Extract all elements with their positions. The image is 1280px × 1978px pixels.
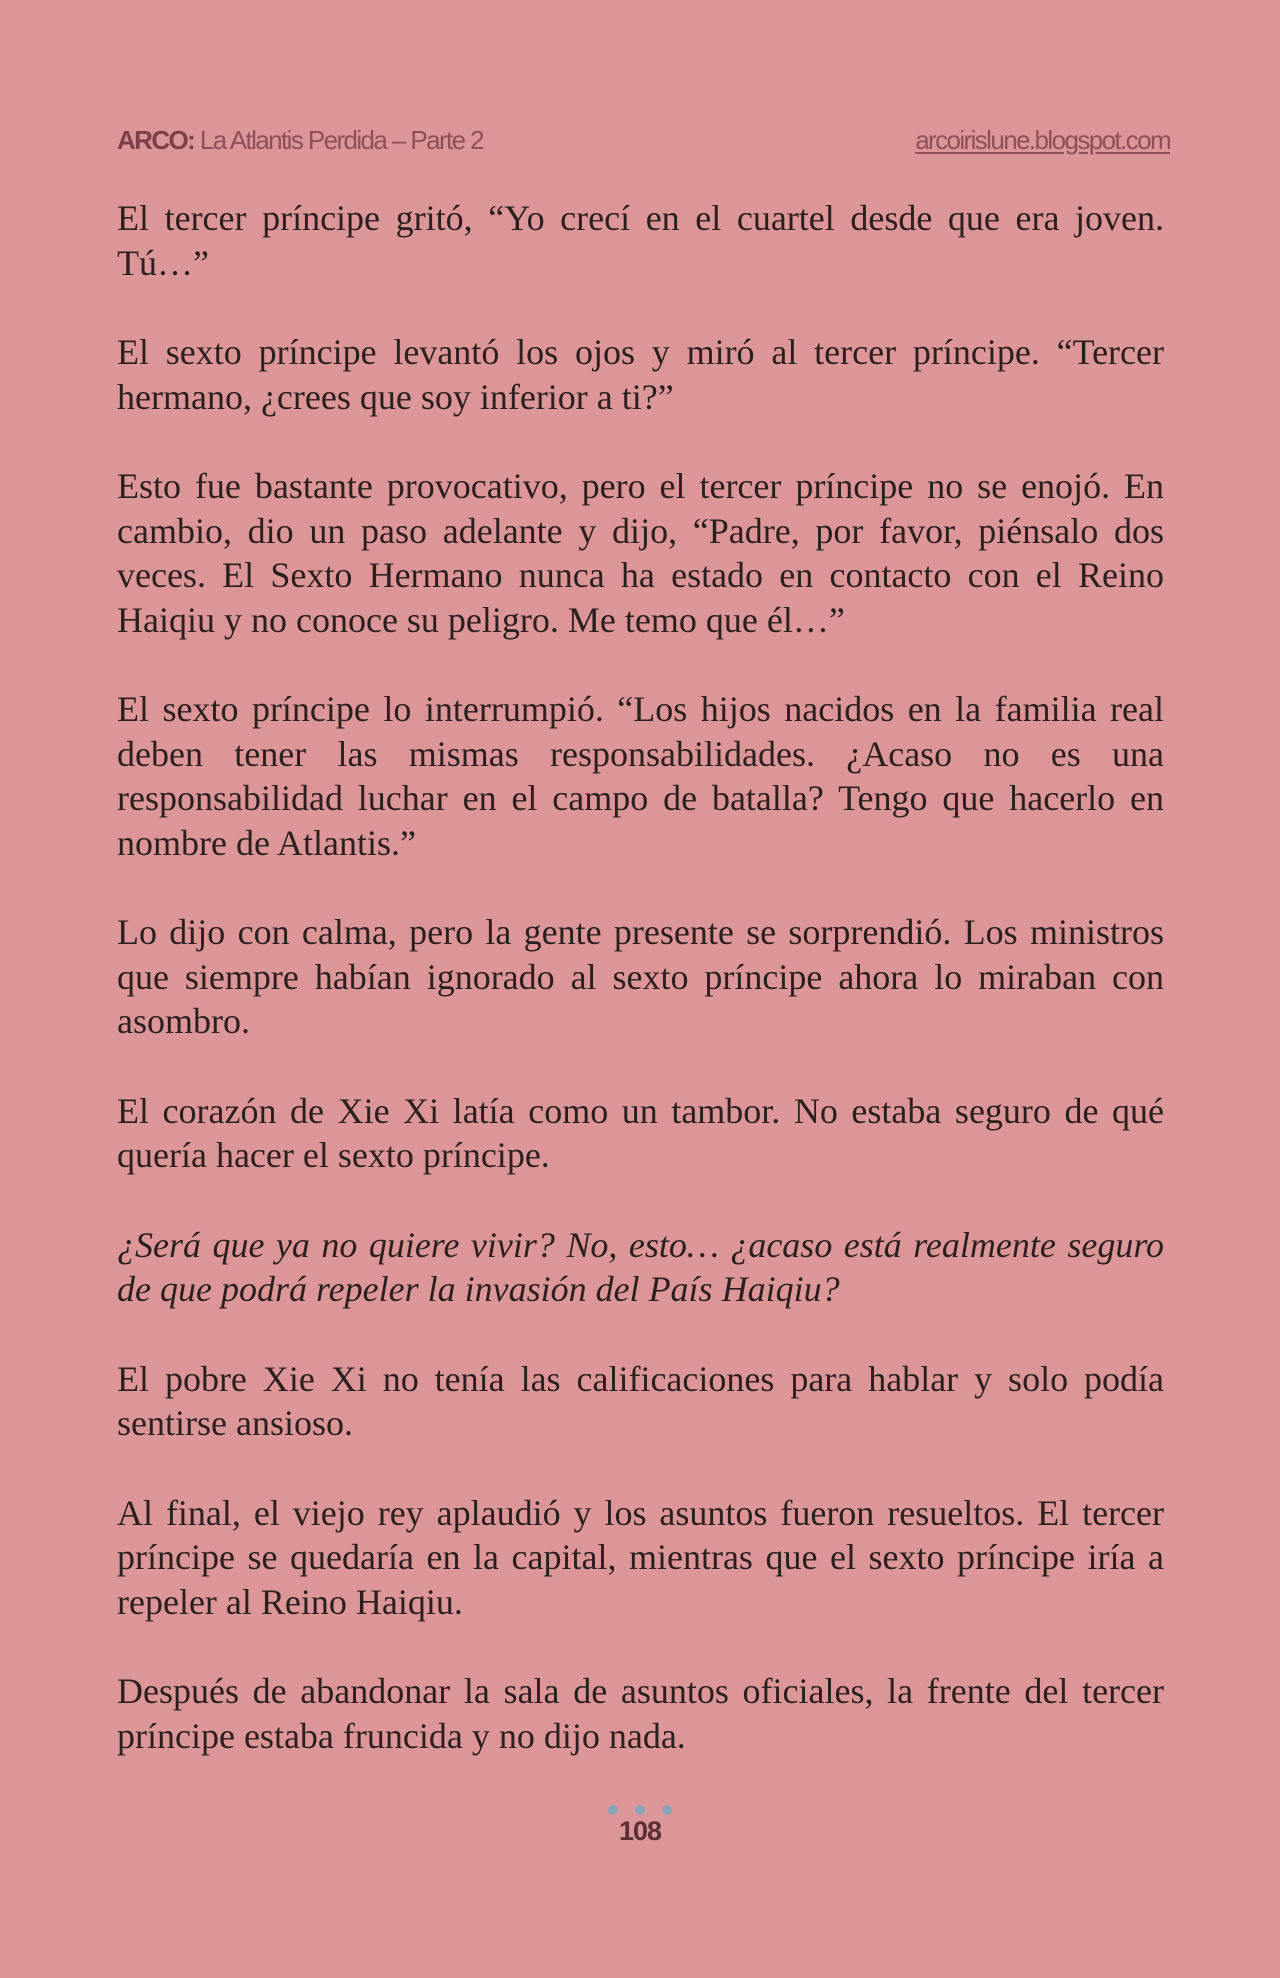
- paragraph: El tercer príncipe gritó, “Yo crecí en el cuartel desde que era joven. Tú…”: [117, 198, 1164, 283]
- paragraph: Lo dijo con calma, pero la gente presente se sorprendió. Los ministros que siempre habían ignorado al sexto príncipe ahora lo miraban con asombro.: [117, 912, 1164, 1041]
- paragraph: Esto fue bastante provocativo, pero el tercer príncipe no se enojó. En cambio, dio un paso adelante y dijo, “Padre, por favor, piénsalo dos veces. El Sexto Hermano nunca ha estado en contacto con el Reino Haiqiu y no conoce su peligro. Me temo que él…”: [117, 466, 1164, 640]
- paragraph: El sexto príncipe lo interrumpió. “Los hijos nacidos en la familia real deben tener las mismas responsabilidades. ¿Acaso no es una responsabilidad luchar en el campo de batalla? Tengo que hacerlo en nombre de Atlantis.”: [117, 689, 1164, 863]
- site-url-link[interactable]: arcoirislune.blogspot.com: [915, 124, 1170, 155]
- paragraph: El corazón de Xie Xi latía como un tambor. No estaba seguro de qué quería hacer el sexto príncipe.: [117, 1090, 1164, 1175]
- page-number: 108: [618, 1816, 662, 1846]
- italic-thought-paragraph: ¿Será que ya no quiere vivir? No, esto… ¿acaso está realmente seguro de que podrá repeler la invasión del País Haiqiu?: [117, 1224, 1164, 1309]
- series-abbreviation: ARCO:: [117, 124, 195, 155]
- dot-icon: [608, 1805, 618, 1815]
- header-book-title: [117, 125, 483, 156]
- paragraph: El sexto príncipe levantó los ojos y miró al tercer príncipe. “Tercer hermano, ¿crees que soy inferior a ti?”: [117, 332, 1164, 417]
- dot-icon: [635, 1805, 645, 1815]
- dot-icon: [662, 1805, 672, 1815]
- page-body: [117, 196, 1164, 1803]
- page-ornament-dots: [608, 1804, 672, 1816]
- page-header: [117, 120, 1170, 160]
- book-title: La Atlantis Perdida – Parte 2: [199, 124, 483, 155]
- paragraph: Después de abandonar la sala de asuntos oficiales, la frente del tercer príncipe estaba fruncida y no dijo nada.: [117, 1671, 1164, 1756]
- paragraph: Al final, el viejo rey aplaudió y los asuntos fueron resueltos. El tercer príncipe se quedaría en la capital, mientras que el sexto príncipe iría a repeler al Reino Haiqiu.: [117, 1492, 1164, 1622]
- paragraph: El pobre Xie Xi no tenía las calificaciones para hablar y solo podía sentirse ansioso.: [117, 1358, 1164, 1443]
